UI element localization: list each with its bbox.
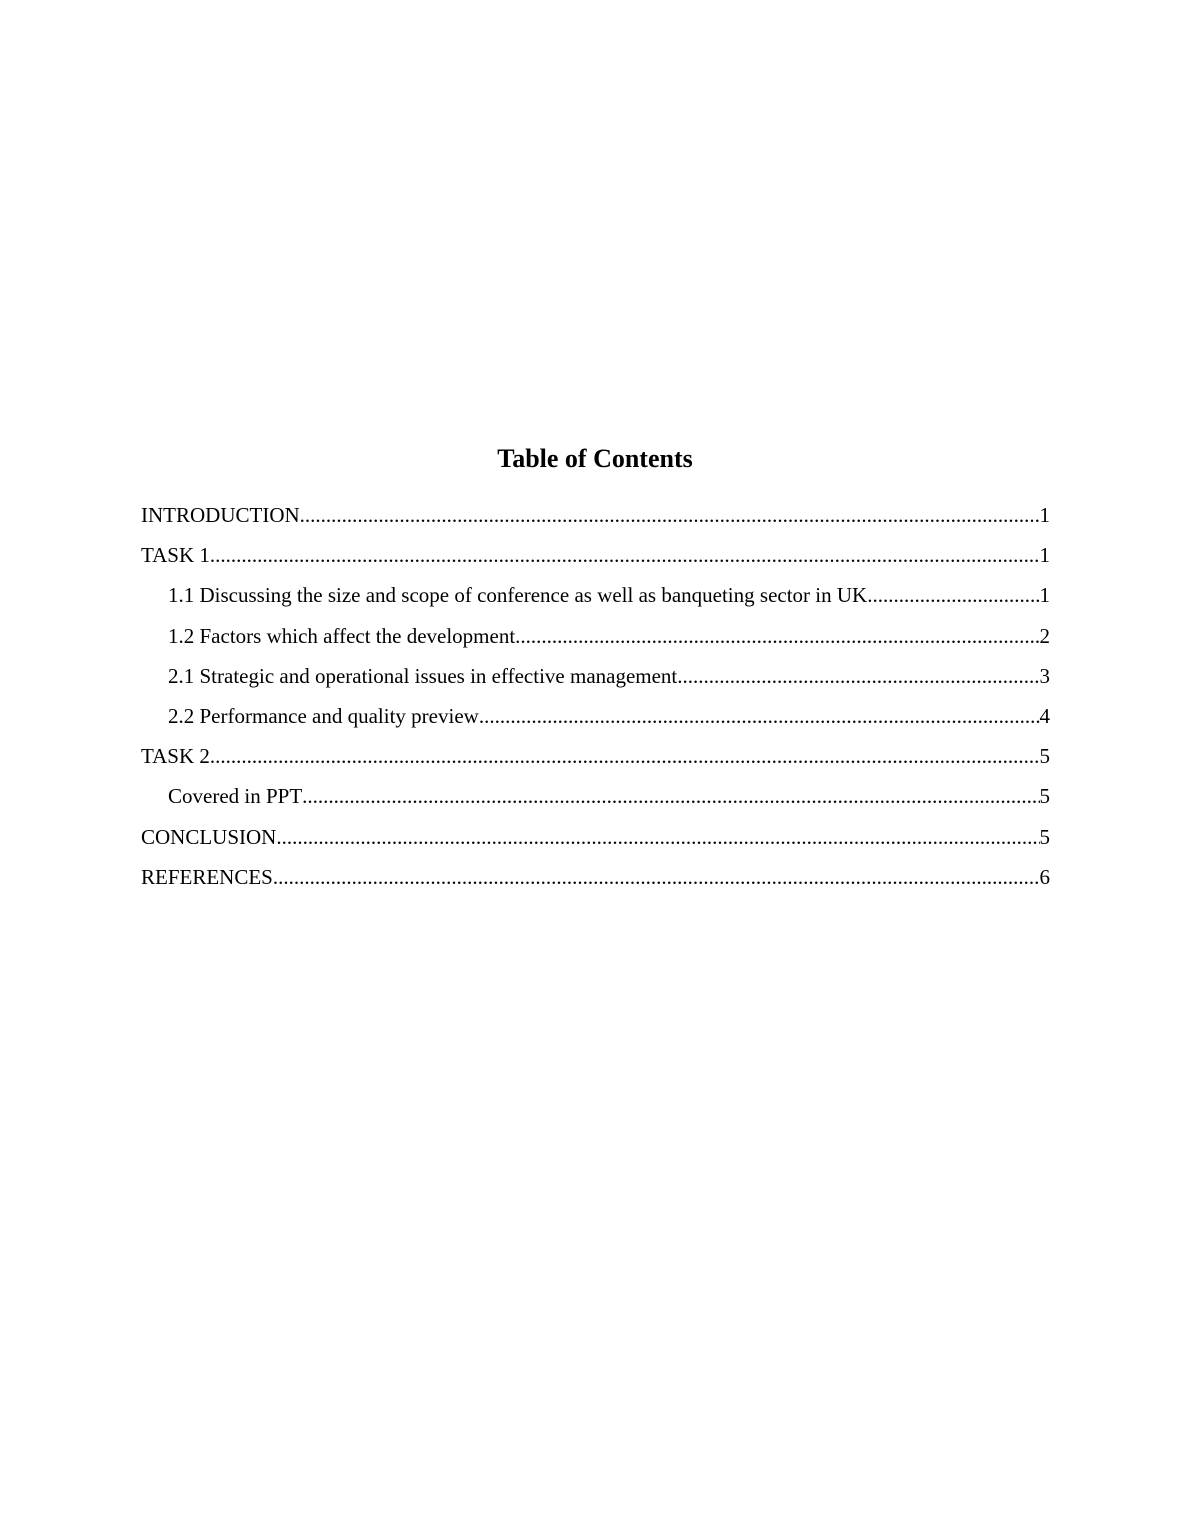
toc-page-number: 6: [1039, 864, 1050, 889]
toc-entry-introduction[interactable]: [141, 500, 1050, 540]
toc-entry-text: INTRODUCTION: [141, 503, 300, 527]
toc-entry-1-2[interactable]: [141, 621, 1050, 661]
toc-entry-text: CONCLUSION: [141, 824, 277, 849]
toc-entry-conclusion[interactable]: [141, 822, 1050, 862]
toc-entry-2-1[interactable]: [141, 661, 1050, 701]
toc-entry-1-1[interactable]: [141, 580, 1050, 620]
toc-title: Table of Contents: [497, 444, 693, 473]
toc-entry-references[interactable]: [141, 862, 1050, 902]
toc-dot-leader: [210, 741, 1040, 771]
toc-dot-leader: [276, 822, 1039, 852]
toc-dot-leader: [515, 621, 1039, 651]
toc-page-number: 2: [1039, 623, 1050, 648]
toc-dot-leader: [300, 500, 1040, 530]
toc-page-number: 5: [1039, 744, 1050, 769]
toc-dot-leader: [210, 540, 1040, 570]
toc-entry-text: 1.1 Discussing the size and scope of conference as well as banqueting sector in UK.: [168, 583, 873, 608]
toc-entry-task-1[interactable]: [141, 540, 1050, 580]
toc-dot-leader: [273, 862, 1040, 892]
toc-entry-covered-in-ppt[interactable]: [141, 781, 1050, 821]
toc-page-number: 3: [1039, 663, 1050, 688]
toc-entry-text: 1.2 Factors which affect the development: [168, 623, 516, 648]
toc-page-number: 5: [1039, 784, 1050, 809]
toc-entry-text: 2.1 Strategic and operational issues in effective management: [168, 663, 678, 688]
toc-entry-text: Covered in PPT: [168, 784, 303, 809]
toc-list: [141, 500, 1050, 902]
toc-entry-text: TASK 1: [141, 543, 210, 568]
toc-page-number: 5: [1039, 824, 1050, 849]
toc-entry-text: 2.2 Performance and quality preview: [168, 703, 479, 728]
toc-entry-text: TASK 2: [141, 744, 210, 769]
toc-page-number: 4: [1039, 703, 1050, 728]
toc-dot-leader: [302, 781, 1039, 811]
toc-page-number: 1: [1039, 503, 1050, 527]
toc-dot-leader: [677, 661, 1039, 691]
toc-dot-leader: [479, 701, 1040, 731]
toc-entry-2-2[interactable]: [141, 701, 1050, 741]
toc-dot-leader: [872, 580, 1039, 610]
toc-entry-task-2[interactable]: [141, 741, 1050, 781]
toc-entry-text: REFERENCES: [141, 864, 273, 889]
toc-page-number: 1: [1039, 583, 1050, 608]
toc-page-number: 1: [1039, 543, 1050, 568]
